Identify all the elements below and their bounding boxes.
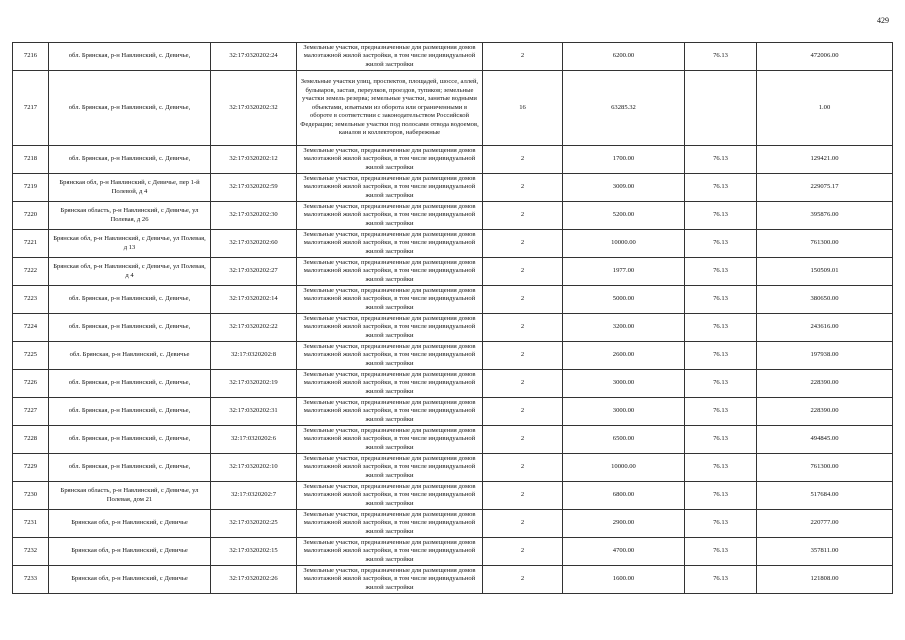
table-row bbox=[13, 482, 893, 510]
table-row bbox=[13, 202, 893, 230]
cadastral-number-cell: 32:17:0320202:7 bbox=[211, 482, 297, 510]
specific-value-cell: 76.13 bbox=[685, 454, 757, 482]
cadastral-number-cell: 32:17:0320202:15 bbox=[211, 538, 297, 566]
land-use-type-cell: Земельные участки, предназначенные для размещения домов малоэтажной жилой застройки, в том числе индивидуальной жилой застройки bbox=[297, 174, 483, 202]
address-cell: обл. Брянская, р-н Навлинский, с. Девичье, bbox=[49, 43, 211, 71]
area-cell: 10000.00 bbox=[563, 230, 685, 258]
area-cell: 1600.00 bbox=[563, 566, 685, 594]
specific-value-cell: 76.13 bbox=[685, 398, 757, 426]
cadastral-value-cell: 129421.00 bbox=[757, 146, 893, 174]
cadastral-value-cell: 494845.00 bbox=[757, 426, 893, 454]
table-row bbox=[13, 454, 893, 482]
table-row bbox=[13, 146, 893, 174]
address-cell: Брянская область, р-н Навлинский, с Девичье, ул Полевая, дом 21 bbox=[49, 482, 211, 510]
table-row bbox=[13, 426, 893, 454]
cadastral-value-cell: 472006.00 bbox=[757, 43, 893, 71]
row-number-cell: 7232 bbox=[13, 538, 49, 566]
address-cell: обл. Брянская, р-н Навлинский, с. Девичье, bbox=[49, 146, 211, 174]
table-row bbox=[13, 71, 893, 146]
specific-value-cell: 76.13 bbox=[685, 426, 757, 454]
specific-value-cell: 76.13 bbox=[685, 482, 757, 510]
row-number-cell: 7225 bbox=[13, 342, 49, 370]
row-number-cell: 7233 bbox=[13, 566, 49, 594]
cadastral-number-cell: 32:17:0320202:30 bbox=[211, 202, 297, 230]
cadastral-number-cell: 32:17:0320202:19 bbox=[211, 370, 297, 398]
specific-value-cell bbox=[685, 71, 757, 146]
address-cell: обл. Брянская, р-н Навлинский, с. Девичье, bbox=[49, 71, 211, 146]
table-row bbox=[13, 342, 893, 370]
address-cell: обл. Брянская, р-н Навлинский, с. Девичье, bbox=[49, 370, 211, 398]
cadastral-number-cell: 32:17:0320202:26 bbox=[211, 566, 297, 594]
address-cell: Брянская область, р-н Навлинский, с Девичье, ул Полевая, д 26 bbox=[49, 202, 211, 230]
area-cell: 2900.00 bbox=[563, 510, 685, 538]
area-cell: 6200.00 bbox=[563, 43, 685, 71]
table-row bbox=[13, 566, 893, 594]
specific-value-cell: 76.13 bbox=[685, 286, 757, 314]
cadastral-number-cell: 32:17:0320202:6 bbox=[211, 426, 297, 454]
address-cell: Брянская обл, р-н Навлинский, с Девичье, пер 1-й Полевой, д 4 bbox=[49, 174, 211, 202]
specific-value-cell: 76.13 bbox=[685, 230, 757, 258]
row-number-cell: 7219 bbox=[13, 174, 49, 202]
row-number-cell: 7217 bbox=[13, 71, 49, 146]
row-number-cell: 7220 bbox=[13, 202, 49, 230]
cadastral-value-cell: 150509.01 bbox=[757, 258, 893, 286]
cadastral-value-cell: 761300.00 bbox=[757, 230, 893, 258]
group-code-cell: 2 bbox=[483, 566, 563, 594]
row-number-cell: 7228 bbox=[13, 426, 49, 454]
address-cell: обл. Брянская, р-н Навлинский, с. Девичье, bbox=[49, 454, 211, 482]
cadastral-number-cell: 32:17:0320202:27 bbox=[211, 258, 297, 286]
land-use-type-cell: Земельные участки улиц, проспектов, площадей, шоссе, аллей, бульваров, застав, переулков, проездов, тупиков; земельные участки земель резерва; земельные участки, занятые водными объектами, изъятыми из оборота или ограниченными в обороте в соответствии с законодательством Российской Федерации; земельные участки под полосами отвода водоемов, каналов и коллекторов, набережные bbox=[297, 71, 483, 146]
area-cell: 1977.00 bbox=[563, 258, 685, 286]
land-use-type-cell: Земельные участки, предназначенные для размещения домов малоэтажной жилой застройки, в том числе индивидуальной жилой застройки bbox=[297, 454, 483, 482]
cadastral-number-cell: 32:17:0320202:8 bbox=[211, 342, 297, 370]
cadastral-number-cell: 32:17:0320202:31 bbox=[211, 398, 297, 426]
address-cell: обл. Брянская, р-н Навлинский, с. Девичье, bbox=[49, 398, 211, 426]
cadastral-number-cell: 32:17:0320202:22 bbox=[211, 314, 297, 342]
cadastral-value-cell: 121808.00 bbox=[757, 566, 893, 594]
area-cell: 3000.00 bbox=[563, 370, 685, 398]
address-cell: Брянская обл, р-н Навлинский, с Девичье bbox=[49, 510, 211, 538]
cadastral-number-cell: 32:17:0320202:59 bbox=[211, 174, 297, 202]
cadastral-value-cell: 761300.00 bbox=[757, 454, 893, 482]
land-use-type-cell: Земельные участки, предназначенные для размещения домов малоэтажной жилой застройки, в том числе индивидуальной жилой застройки bbox=[297, 314, 483, 342]
table-row bbox=[13, 230, 893, 258]
cadastral-value-cell: 517684.00 bbox=[757, 482, 893, 510]
group-code-cell: 2 bbox=[483, 538, 563, 566]
area-cell: 3009.00 bbox=[563, 174, 685, 202]
specific-value-cell: 76.13 bbox=[685, 342, 757, 370]
land-use-type-cell: Земельные участки, предназначенные для размещения домов малоэтажной жилой застройки, в том числе индивидуальной жилой застройки bbox=[297, 230, 483, 258]
area-cell: 4700.00 bbox=[563, 538, 685, 566]
land-use-type-cell: Земельные участки, предназначенные для размещения домов малоэтажной жилой застройки, в том числе индивидуальной жилой застройки bbox=[297, 426, 483, 454]
group-code-cell: 2 bbox=[483, 202, 563, 230]
cadastral-value-cell: 380650.00 bbox=[757, 286, 893, 314]
row-number-cell: 7231 bbox=[13, 510, 49, 538]
group-code-cell: 2 bbox=[483, 482, 563, 510]
specific-value-cell: 76.13 bbox=[685, 43, 757, 71]
group-code-cell: 2 bbox=[483, 146, 563, 174]
specific-value-cell: 76.13 bbox=[685, 510, 757, 538]
row-number-cell: 7223 bbox=[13, 286, 49, 314]
group-code-cell: 2 bbox=[483, 370, 563, 398]
table-row bbox=[13, 258, 893, 286]
area-cell: 63285.32 bbox=[563, 71, 685, 146]
specific-value-cell: 76.13 bbox=[685, 314, 757, 342]
land-use-type-cell: Земельные участки, предназначенные для размещения домов малоэтажной жилой застройки, в том числе индивидуальной жилой застройки bbox=[297, 342, 483, 370]
specific-value-cell: 76.13 bbox=[685, 538, 757, 566]
group-code-cell: 2 bbox=[483, 426, 563, 454]
table-row bbox=[13, 174, 893, 202]
group-code-cell: 2 bbox=[483, 230, 563, 258]
specific-value-cell: 76.13 bbox=[685, 566, 757, 594]
table-row bbox=[13, 370, 893, 398]
area-cell: 5000.00 bbox=[563, 286, 685, 314]
address-cell: обл. Брянская, р-н Навлинский, с. Девичье, bbox=[49, 286, 211, 314]
specific-value-cell: 76.13 bbox=[685, 146, 757, 174]
specific-value-cell: 76.13 bbox=[685, 202, 757, 230]
cadastral-value-cell: 197938.00 bbox=[757, 342, 893, 370]
land-use-type-cell: Земельные участки, предназначенные для размещения домов малоэтажной жилой застройки, в том числе индивидуальной жилой застройки bbox=[297, 510, 483, 538]
area-cell: 3000.00 bbox=[563, 398, 685, 426]
land-use-type-cell: Земельные участки, предназначенные для размещения домов малоэтажной жилой застройки, в том числе индивидуальной жилой застройки bbox=[297, 482, 483, 510]
area-cell: 5200.00 bbox=[563, 202, 685, 230]
row-number-cell: 7216 bbox=[13, 43, 49, 71]
cadastral-value-cell: 243616.00 bbox=[757, 314, 893, 342]
table-row bbox=[13, 43, 893, 71]
row-number-cell: 7224 bbox=[13, 314, 49, 342]
cadastral-number-cell: 32:17:0320202:25 bbox=[211, 510, 297, 538]
cadastral-number-cell: 32:17:0320202:14 bbox=[211, 286, 297, 314]
row-number-cell: 7222 bbox=[13, 258, 49, 286]
land-use-type-cell: Земельные участки, предназначенные для размещения домов малоэтажной жилой застройки, в том числе индивидуальной жилой застройки bbox=[297, 286, 483, 314]
row-number-cell: 7226 bbox=[13, 370, 49, 398]
land-use-type-cell: Земельные участки, предназначенные для размещения домов малоэтажной жилой застройки, в том числе индивидуальной жилой застройки bbox=[297, 566, 483, 594]
area-cell: 6800.00 bbox=[563, 482, 685, 510]
cadastral-value-cell: 228390.00 bbox=[757, 398, 893, 426]
group-code-cell: 16 bbox=[483, 71, 563, 146]
cadastral-number-cell: 32:17:0320202:24 bbox=[211, 43, 297, 71]
land-use-type-cell: Земельные участки, предназначенные для размещения домов малоэтажной жилой застройки, в том числе индивидуальной жилой застройки bbox=[297, 538, 483, 566]
cadastral-value-cell: 229075.17 bbox=[757, 174, 893, 202]
row-number-cell: 7221 bbox=[13, 230, 49, 258]
address-cell: Брянская обл, р-н Навлинский, с Девичье, ул Полевая, д 4 bbox=[49, 258, 211, 286]
group-code-cell: 2 bbox=[483, 398, 563, 426]
area-cell: 3200.00 bbox=[563, 314, 685, 342]
land-use-type-cell: Земельные участки, предназначенные для размещения домов малоэтажной жилой застройки, в том числе индивидуальной жилой застройки bbox=[297, 43, 483, 71]
group-code-cell: 2 bbox=[483, 286, 563, 314]
specific-value-cell: 76.13 bbox=[685, 258, 757, 286]
table-row bbox=[13, 398, 893, 426]
land-use-type-cell: Земельные участки, предназначенные для размещения домов малоэтажной жилой застройки, в том числе индивидуальной жилой застройки bbox=[297, 258, 483, 286]
row-number-cell: 7230 bbox=[13, 482, 49, 510]
group-code-cell: 2 bbox=[483, 510, 563, 538]
cadastral-number-cell: 32:17:0320202:60 bbox=[211, 230, 297, 258]
address-cell: Брянская обл, р-н Навлинский, с Девичье bbox=[49, 566, 211, 594]
area-cell: 1700.00 bbox=[563, 146, 685, 174]
specific-value-cell: 76.13 bbox=[685, 370, 757, 398]
row-number-cell: 7227 bbox=[13, 398, 49, 426]
cadastral-number-cell: 32:17:0320202:12 bbox=[211, 146, 297, 174]
group-code-cell: 2 bbox=[483, 258, 563, 286]
specific-value-cell: 76.13 bbox=[685, 174, 757, 202]
address-cell: Брянская обл, р-н Навлинский, с Девичье bbox=[49, 538, 211, 566]
group-code-cell: 2 bbox=[483, 314, 563, 342]
table-row bbox=[13, 314, 893, 342]
land-use-type-cell: Земельные участки, предназначенные для размещения домов малоэтажной жилой застройки, в том числе индивидуальной жилой застройки bbox=[297, 202, 483, 230]
table-row bbox=[13, 538, 893, 566]
row-number-cell: 7218 bbox=[13, 146, 49, 174]
cadastral-value-cell: 220777.00 bbox=[757, 510, 893, 538]
cadastral-number-cell: 32:17:0320202:10 bbox=[211, 454, 297, 482]
group-code-cell: 2 bbox=[483, 342, 563, 370]
land-use-type-cell: Земельные участки, предназначенные для размещения домов малоэтажной жилой застройки, в том числе индивидуальной жилой застройки bbox=[297, 398, 483, 426]
area-cell: 10000.00 bbox=[563, 454, 685, 482]
table-body bbox=[13, 43, 893, 594]
address-cell: обл. Брянская, р-н Навлинский, с. Девичье, bbox=[49, 314, 211, 342]
group-code-cell: 2 bbox=[483, 174, 563, 202]
address-cell: обл. Брянская, р-н Навлинский, с. Девичье, bbox=[49, 426, 211, 454]
page-number: 429 bbox=[877, 16, 889, 25]
land-plot-registry-table bbox=[12, 42, 893, 594]
group-code-cell: 2 bbox=[483, 43, 563, 71]
cadastral-value-cell: 357811.00 bbox=[757, 538, 893, 566]
group-code-cell: 2 bbox=[483, 454, 563, 482]
cadastral-value-cell: 228390.00 bbox=[757, 370, 893, 398]
table-row bbox=[13, 510, 893, 538]
cadastral-number-cell: 32:17:0320202:32 bbox=[211, 71, 297, 146]
land-use-type-cell: Земельные участки, предназначенные для размещения домов малоэтажной жилой застройки, в том числе индивидуальной жилой застройки bbox=[297, 146, 483, 174]
area-cell: 2600.00 bbox=[563, 342, 685, 370]
cadastral-value-cell: 1.00 bbox=[757, 71, 893, 146]
land-use-type-cell: Земельные участки, предназначенные для размещения домов малоэтажной жилой застройки, в том числе индивидуальной жилой застройки bbox=[297, 370, 483, 398]
cadastral-value-cell: 395876.00 bbox=[757, 202, 893, 230]
table-row bbox=[13, 286, 893, 314]
address-cell: Брянская обл, р-н Навлинский, с Девичье, ул Полевая, д 13 bbox=[49, 230, 211, 258]
row-number-cell: 7229 bbox=[13, 454, 49, 482]
address-cell: обл. Брянская, р-н Навлинский, с. Девичье bbox=[49, 342, 211, 370]
area-cell: 6500.00 bbox=[563, 426, 685, 454]
